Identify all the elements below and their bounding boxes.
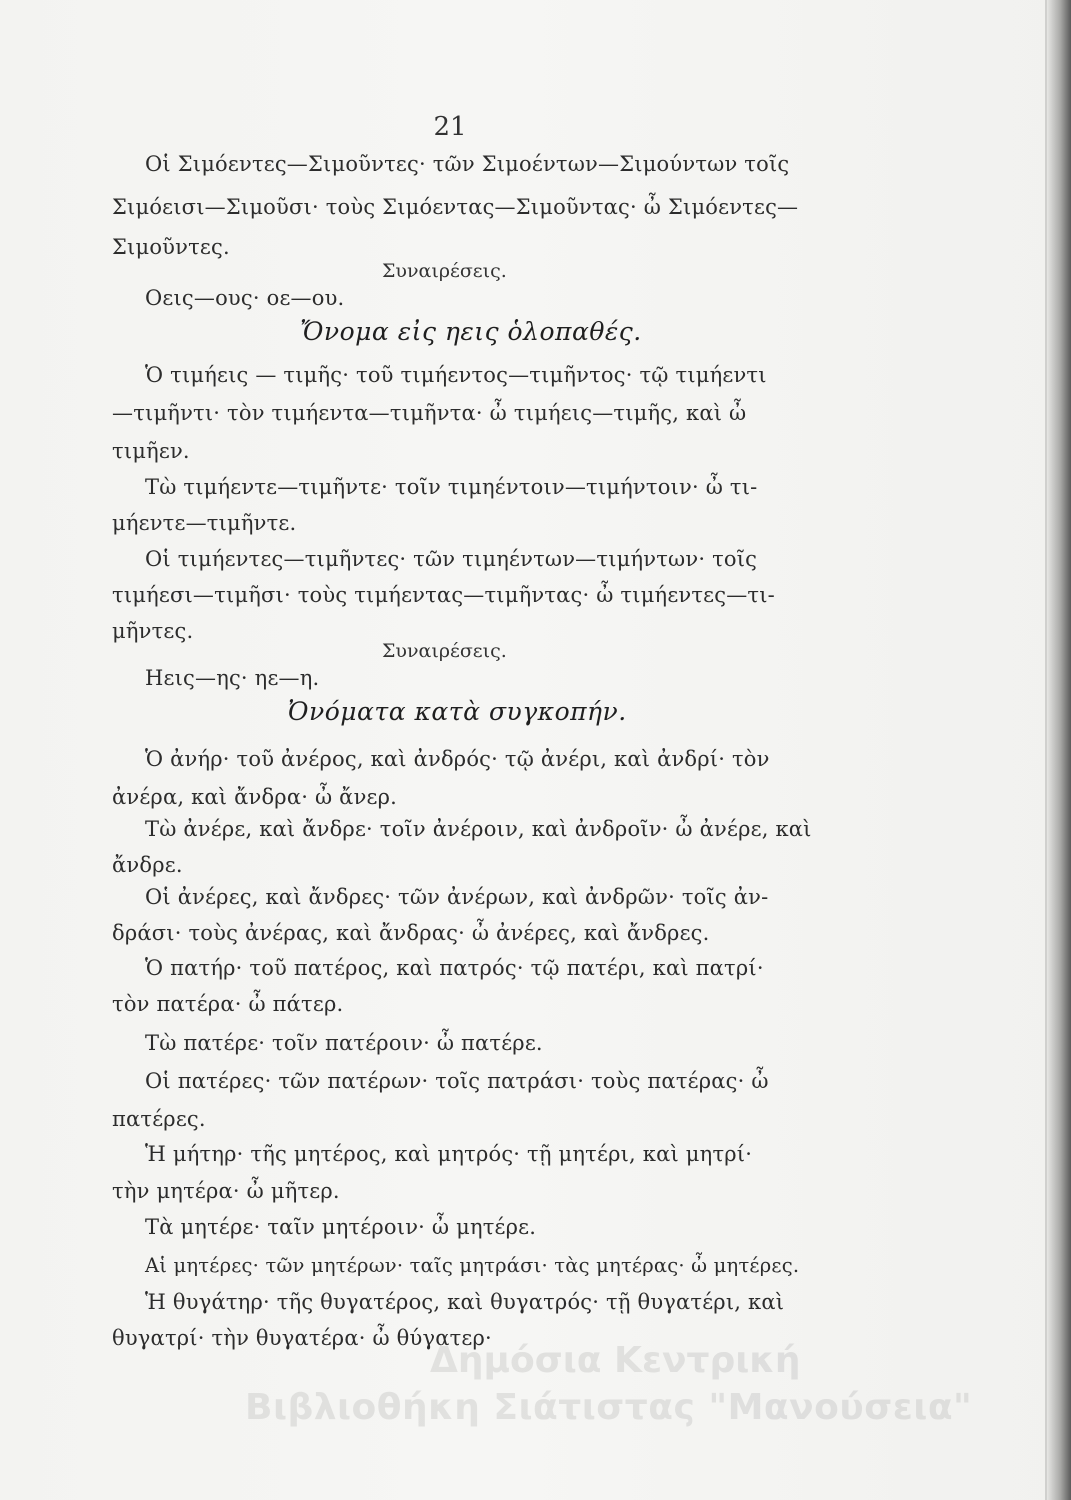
text-line: —τιμῆντι· τὸν τιμήεντα—τιμῆντα· ὦ τιμήεις—τιμῆς, καὶ ὦ xyxy=(112,401,747,425)
text-line: μήεντε—τιμῆντε. xyxy=(112,511,297,535)
text-line: Αἱ μητέρες· τῶν μητέρων· ταῖς μητράσι· τὰς μητέρας· ὦ μητέρες. xyxy=(145,1254,800,1277)
text-line: τιμῆεν. xyxy=(112,439,190,463)
text-line: Σιμόεισι—Σιμοῦσι· τοὺς Σιμόεντας—Σιμοῦντας· ὦ Σιμόεντες— xyxy=(112,195,799,219)
library-watermark-line1: Δημόσια Κεντρική xyxy=(430,1340,801,1381)
text-line: Ἡ μήτηρ· τῆς μητέρος, καὶ μητρός· τῇ μητέρι, καὶ μητρί· xyxy=(145,1142,753,1166)
text-line: Ὁ τιμήεις — τιμῆς· τοῦ τιμήεντος—τιμῆντος· τῷ τιμήεντι xyxy=(145,363,767,387)
text-line: Τὼ ἀνέρε, καὶ ἄνδρε· τοῖν ἀνέροιν, καὶ ἀνδροῖν· ὦ ἀνέρε, καὶ xyxy=(145,817,812,841)
text-line: Οἱ τιμήεντες—τιμῆντες· τῶν τιμηέντων—τιμήντων· τοῖς xyxy=(145,547,758,571)
text-line: τὸν πατέρα· ὦ πάτερ. xyxy=(112,992,344,1016)
text-line: Τὼ πατέρε· τοῖν πατέροιν· ὦ πατέρε. xyxy=(145,1031,543,1055)
text-line: Οεις—ους· οε—ου. xyxy=(145,286,345,310)
text-line: ἄνδρε. xyxy=(112,853,183,877)
text-line: Ηεις—ης· ηε—η. xyxy=(145,666,320,690)
section-heading: Ὄνομα εἰς ηεις ὁλοπαθές. xyxy=(300,317,642,346)
text-line: μῆντες. xyxy=(112,619,194,643)
subheading: Συναιρέσεις. xyxy=(382,260,507,282)
text-line: τιμήεσι—τιμῆσι· τοὺς τιμήεντας—τιμῆντας· ὦ τιμήεντες—τι- xyxy=(112,583,775,607)
library-watermark-line2: Βιβλιοθήκη Σιάτιστας "Μανούσεια" xyxy=(245,1387,973,1428)
text-line: δράσι· τοὺς ἀνέρας, καὶ ἄνδρας· ὦ ἀνέρες, καὶ ἄνδρες. xyxy=(112,921,710,945)
text-line: Σιμοῦντες. xyxy=(112,235,230,259)
text-line: Τὼ τιμήεντε—τιμῆντε· τοῖν τιμηέντοιν—τιμήντοιν· ὦ τι- xyxy=(145,475,758,499)
section-heading: Ὀνόματα κατὰ συγκοπήν. xyxy=(288,697,627,726)
text-line: πατέρες. xyxy=(112,1107,206,1131)
text-line: Τὰ μητέρε· ταῖν μητέροιν· ὦ μητέρε. xyxy=(145,1215,537,1239)
text-line: Ὁ ἀνήρ· τοῦ ἀνέρος, καὶ ἀνδρός· τῷ ἀνέρι, καὶ ἀνδρί· τὸν xyxy=(145,747,770,771)
text-line: Οἱ ἀνέρες, καὶ ἄνδρες· τῶν ἀνέρων, καὶ ἀνδρῶν· τοῖς ἀν- xyxy=(145,885,769,909)
text-line: θυγατρί· τὴν θυγατέρα· ὦ θύγατερ· xyxy=(112,1326,492,1350)
text-line: Οἱ πατέρες· τῶν πατέρων· τοῖς πατράσι· τοὺς πατέρας· ὦ xyxy=(145,1069,769,1093)
text-line: ἀνέρα, καὶ ἄνδρα· ὦ ἄνερ. xyxy=(112,785,398,809)
subheading: Συναιρέσεις. xyxy=(382,640,507,662)
text-line: Ἡ θυγάτηρ· τῆς θυγατέρος, καὶ θυγατρός· τῇ θυγατέρι, καὶ xyxy=(145,1290,785,1314)
text-line: Οἱ Σιμόεντες—Σιμοῦντες· τῶν Σιμοέντων—Σιμούντων τοῖς xyxy=(145,152,790,176)
page-edge-shadow xyxy=(1047,0,1071,1500)
page-number: 21 xyxy=(433,112,467,142)
text-line: Ὁ πατήρ· τοῦ πατέρος, καὶ πατρός· τῷ πατέρι, καὶ πατρί· xyxy=(145,956,764,980)
text-line: τὴν μητέρα· ὦ μῆτερ. xyxy=(112,1179,340,1203)
